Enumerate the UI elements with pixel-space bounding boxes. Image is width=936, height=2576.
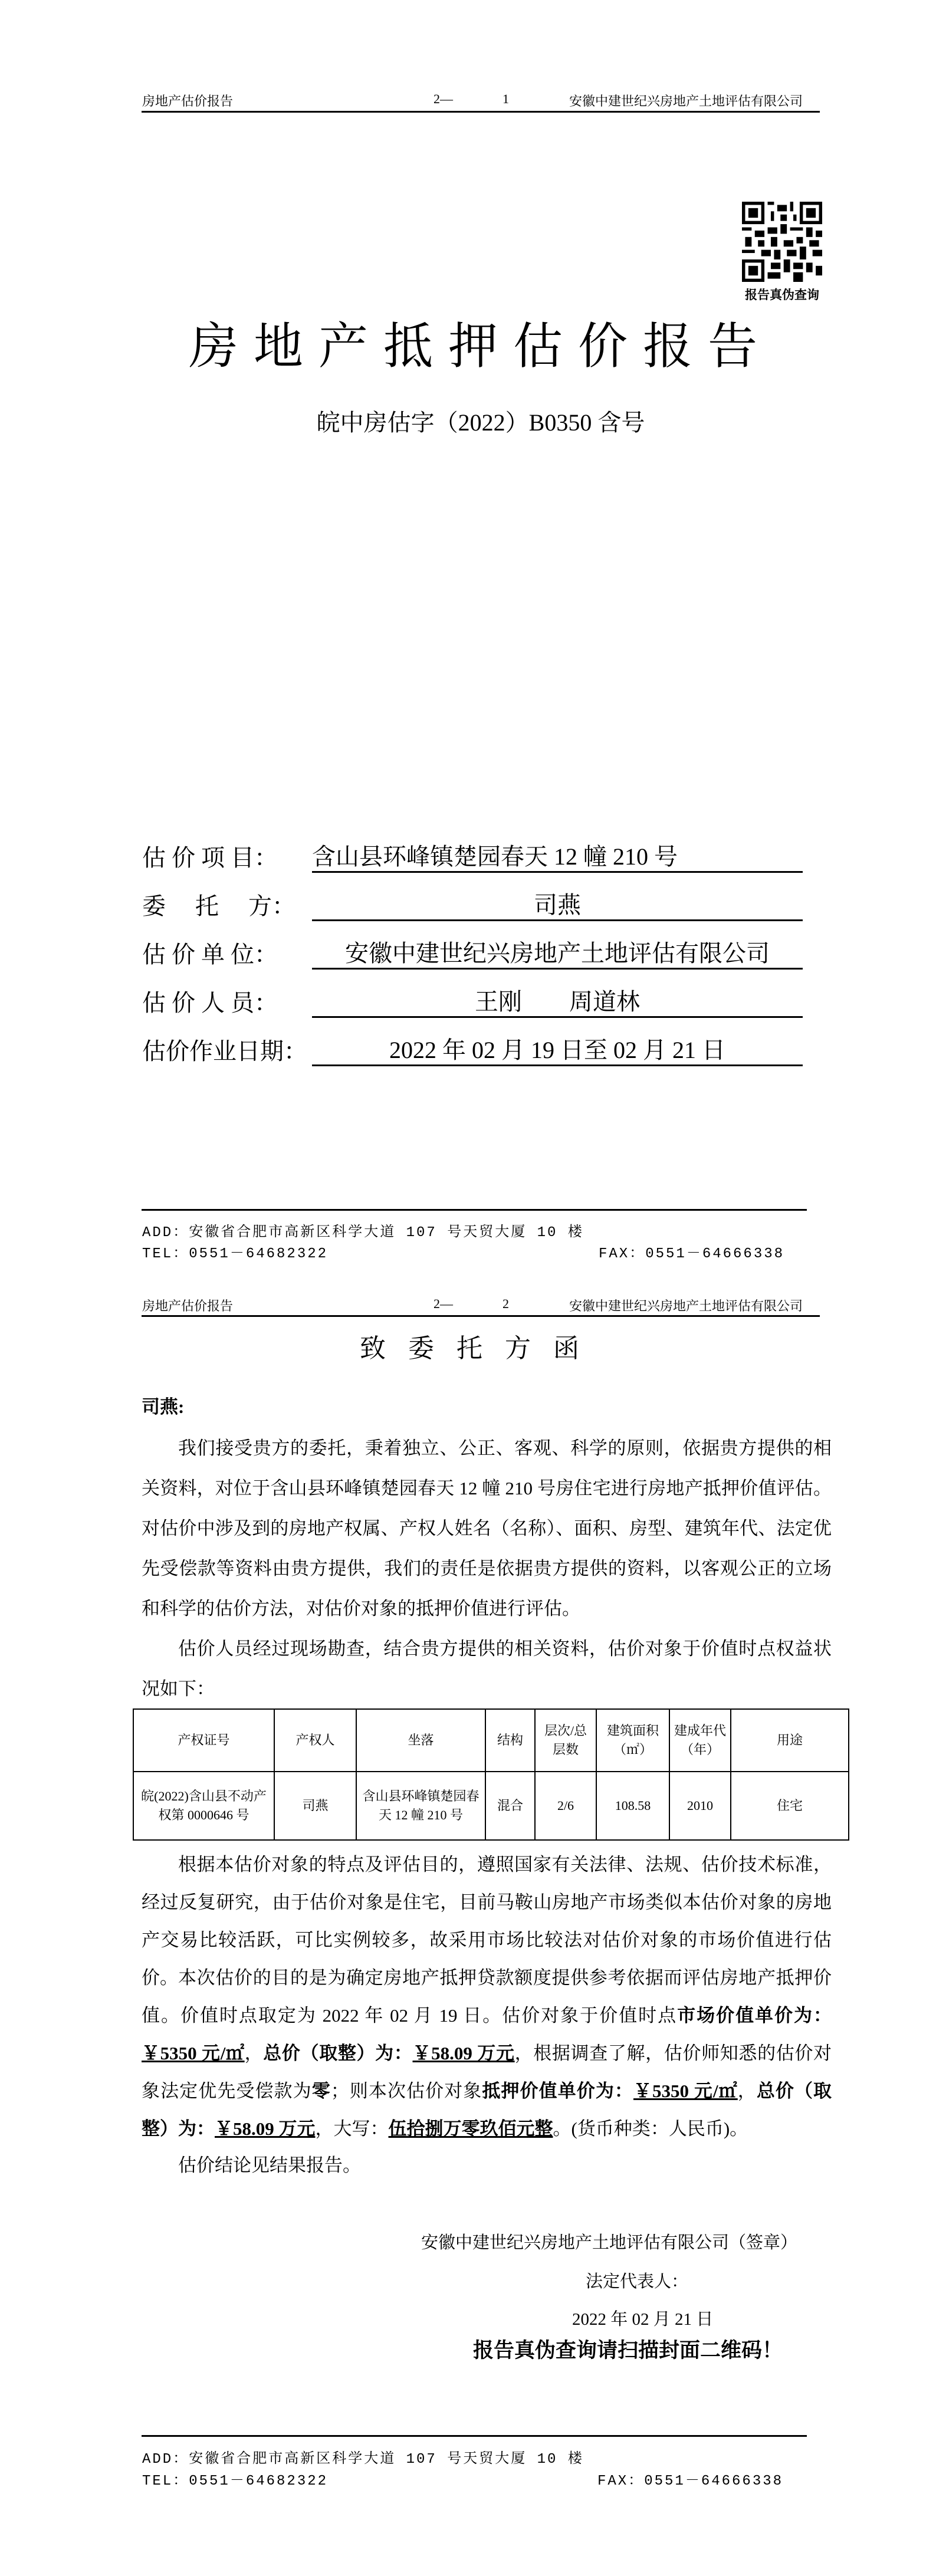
footer-address: ADD：安徽省合肥市高新区科学大道 107 号天贸大厦 10 楼 (142, 1225, 584, 1241)
col-header: 产权人 (274, 1709, 356, 1772)
cell-structure: 混合 (485, 1772, 535, 1840)
cell-owner: 司燕 (274, 1772, 356, 1840)
mortgage-unit-price-label: 抵押价值单价为： (482, 2081, 633, 2101)
amount-in-words: 伍拾捌万零玖佰元整 (388, 2118, 553, 2139)
col-header: 层次/总层数 (535, 1709, 596, 1772)
col-header: 结构 (485, 1709, 535, 1772)
header-divider (142, 111, 820, 113)
col-header: 坐落 (356, 1709, 485, 1772)
table-row (133, 1772, 849, 1840)
priority-payment: 零 (311, 2081, 331, 2101)
page2-header-company: 安徽中建世纪兴房地产土地评估有限公司 (569, 1299, 803, 1313)
cell-usage: 住宅 (731, 1772, 849, 1840)
qr-caption: 报告真伪查询 (745, 288, 819, 302)
signature-company: 安徽中建世纪兴房地产土地评估有限公司（签章） (421, 2233, 798, 2252)
text: 本次估价的目的是为确定房地产抵押贷款额度提供参考依据而评估房地产抵押价值。价值时点取定为 2022 年 02 月 19 日。估价对象于价值时点 (142, 1967, 832, 2026)
footer-address: ADD：安徽省合肥市高新区科学大道 107 号天贸大厦 10 楼 (142, 2452, 584, 2467)
footer-divider (142, 1209, 807, 1211)
header-divider (142, 1315, 820, 1317)
col-header: 建筑面积（㎡） (596, 1709, 669, 1772)
text: 。(货币种类：人民币)。 (553, 2118, 748, 2139)
col-header: 建成年代（年） (669, 1709, 731, 1772)
footer-tel: TEL：0551－64682322 (142, 2473, 329, 2489)
table-header-row (133, 1709, 849, 1772)
text: ，大写： (315, 2118, 389, 2139)
mortgage-total-price: ￥58.09 万元 (215, 2118, 316, 2139)
paragraph-valuation-result (142, 1959, 832, 2148)
text: ，根据调查了解，估价师知悉的估价对象法定优先受偿款为 (142, 2043, 832, 2101)
letter-title: 致委托方函 (360, 1334, 602, 1363)
paragraph-method: 根据本估价对象的特点及评估目的，遵照国家有关法律、法规、估价技术标准，经过反复研究，由于估价对象是住宅，目前马鞍山房地产市场类似本估价对象的房地产交易比较活跃，可比实例较多，故采用市场比较法对估价对象的市场价值进行估价。 (142, 1854, 832, 1988)
page2-header-page-prefix: 2— (433, 1296, 453, 1311)
mortgage-total-price-label: 总价（取整）为： (142, 2081, 832, 2139)
footer-divider (142, 2435, 807, 2437)
field-project (142, 837, 803, 873)
market-unit-price: ￥5350 元/㎡ (142, 2043, 245, 2064)
verification-notice: 报告真伪查询请扫描封面二维码！ (473, 2339, 783, 2362)
field-value: 2022 年 02 月 19 日至 02 月 21 日 (312, 1036, 803, 1066)
page1-header-company: 安徽中建世纪兴房地产土地评估有限公司 (569, 94, 803, 109)
field-work-date (142, 1031, 803, 1066)
salutation: 司燕: (142, 1397, 185, 1417)
text: ， (244, 2043, 264, 2064)
market-unit-price-label: 市场价值单价为： (677, 2005, 832, 2026)
cell-location: 含山县环峰镇楚园春天 12 幢 210 号 (356, 1772, 485, 1840)
field-value: 安徽中建世纪兴房地产土地评估有限公司 (312, 939, 803, 970)
page2-header-left: 房地产估价报告 (142, 1299, 234, 1313)
qr-code-icon (742, 202, 822, 282)
col-header: 用途 (731, 1709, 849, 1772)
cell-year-built: 2010 (669, 1772, 731, 1840)
field-appraisers (142, 983, 803, 1018)
cell-floor: 2/6 (535, 1772, 596, 1840)
signature-date: 2022 年 02 月 21 日 (572, 2310, 714, 2329)
paragraph-rights-status: 估价人员经过现场勘查，结合贵方提供的相关资料，估价对象于价值时点权益状况如下： (142, 1638, 832, 1699)
report-title: 房地产抵押估价报告 (188, 320, 773, 374)
property-rights-table (133, 1708, 849, 1841)
cell-certificate-no: 皖(2022)含山县不动产权第 0000646 号 (133, 1772, 274, 1840)
report-number: 皖中房估字（2022）B0350 含号 (316, 409, 645, 436)
footer-fax: FAX：0551－64666338 (599, 1246, 785, 1262)
text: ；则本次估价对象 (330, 2081, 482, 2101)
page1-header-left: 房地产估价报告 (142, 94, 234, 109)
field-label: 估价作业日期： (142, 1038, 307, 1064)
footer-fax: FAX：0551－64666338 (597, 2473, 784, 2489)
col-header: 产权证号 (133, 1709, 274, 1772)
signature-legal-rep: 法定代表人： (586, 2272, 689, 2291)
field-label: 估 价 人 员： (142, 990, 278, 1016)
cell-area: 108.58 (596, 1772, 669, 1840)
paragraph-conclusion: 估价结论见结果报告。 (178, 2155, 361, 2176)
field-client (142, 886, 803, 921)
page2-header-page-number: 2 (503, 1296, 509, 1311)
field-value: 王刚 周道林 (312, 988, 803, 1018)
market-total-price-label: 总价（取整）为： (263, 2043, 413, 2064)
field-label: 估 价 项 目： (142, 845, 278, 871)
field-value: 司燕 (312, 891, 803, 921)
page1-header-page-prefix: 2— (433, 91, 453, 106)
paragraph-intro: 我们接受贵方的委托，秉着独立、公正、客观、科学的原则，依据贵方提供的相关资料，对位于含山县环峰镇楚园春天 12 幢 210 号房住宅进行房地产抵押价值评估。对估价中涉及到的房地产权属、产权人姓名（名称）、面积、房型、建筑年代、法定优先受偿款等资料由贵方提供，我们的责任是依据贵方提供的资料，以客观公正的立场和科学的估价方法，对估价对象的抵押价值进行评估。 (142, 1438, 832, 1619)
field-label: 估 价 单 位： (142, 941, 278, 968)
page1-header-page-number: 1 (503, 91, 509, 106)
footer-tel: TEL：0551－64682322 (142, 1246, 329, 1262)
field-value: 含山县环峰镇楚园春天 12 幢 210 号 (312, 843, 803, 873)
text: ， (737, 2081, 757, 2101)
field-label: 委 托 方： (142, 893, 295, 919)
market-total-price: ￥58.09 万元 (412, 2043, 515, 2064)
mortgage-unit-price: ￥5350 元/㎡ (633, 2081, 738, 2101)
field-appraiser-company (142, 934, 803, 970)
